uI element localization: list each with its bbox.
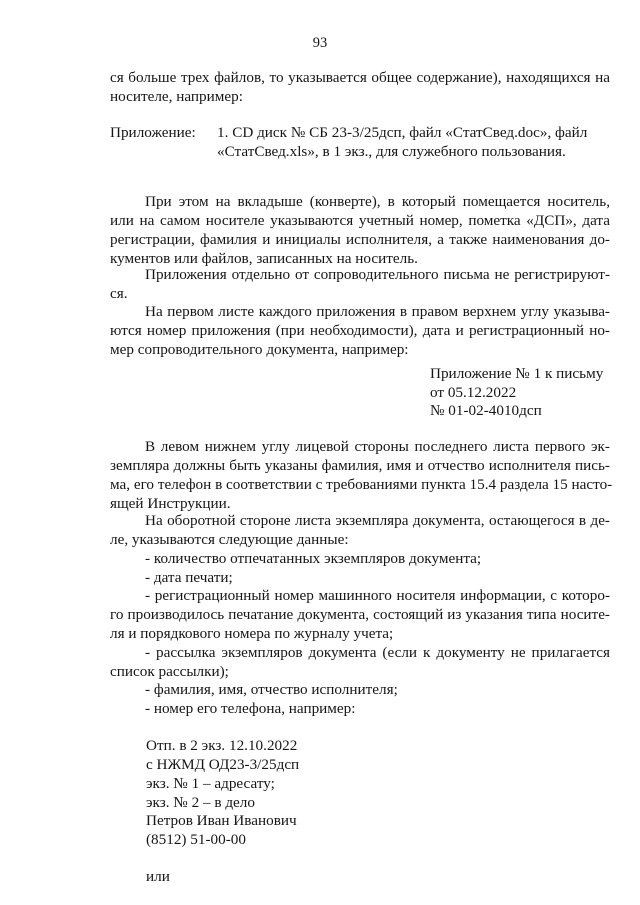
attachment-line: 1. CD диск № СБ 23-3/25дсп, файл «СтатСвед.doc», файл bbox=[217, 124, 588, 141]
paragraph-line: На первом листе каждого приложения в правом верхнем углу указыва- bbox=[145, 303, 610, 320]
paragraph-line: ящей Инструкции. bbox=[110, 495, 231, 512]
list-item: - дата печати; bbox=[145, 569, 233, 586]
paragraph-line: В левом нижнем углу лицевой стороны последнего листа первого эк- bbox=[145, 438, 610, 455]
appendix-stamp-line: Приложение № 1 к письму bbox=[430, 365, 604, 382]
paragraph-line: Приложения отдельно от сопроводительного письма не регистрируют- bbox=[145, 266, 610, 283]
paragraph-line: кументов или файлов, записанных на носитель. bbox=[110, 250, 418, 267]
attachment-line: «СтатСвед.xls», в 1 экз., для служебного пользования. bbox=[217, 143, 566, 160]
attachment-label: Приложение: bbox=[110, 124, 196, 141]
intro-line: носителе, например: bbox=[110, 88, 243, 105]
appendix-stamp-line: от 05.12.2022 bbox=[430, 384, 517, 401]
page-number: 93 bbox=[312, 35, 328, 51]
list-item: - рассылка экземпляров документа (если к документу не прилагается bbox=[145, 644, 610, 661]
print-note-line: Петров Иван Иванович bbox=[146, 812, 297, 829]
or-text: или bbox=[146, 868, 170, 885]
list-item: - регистрационный номер машинного носителя информации, с которо- bbox=[145, 587, 610, 604]
paragraph-line: регистрации, фамилия и инициалы исполнителя, а также наименования до- bbox=[110, 231, 610, 248]
paragraph-line: или на самом носителе указываются учетный номер, пометка «ДСП», дата bbox=[110, 212, 610, 229]
intro-line: ся больше трех файлов, то указывается общее содержание), находящихся на bbox=[110, 69, 610, 86]
paragraph-line: мер сопроводительного документа, например: bbox=[110, 341, 409, 358]
print-note-line: экз. № 1 – адресату; bbox=[146, 775, 275, 792]
print-note-line: с НЖМД ОД23-3/25дсп bbox=[146, 756, 300, 773]
list-item-continuation: ля и порядкового номера по журналу учета; bbox=[110, 625, 394, 642]
paragraph-line: При этом на вкладыше (конверте), в который помещается носитель, bbox=[145, 193, 610, 210]
print-note-line: Отп. в 2 экз. 12.10.2022 bbox=[146, 737, 298, 754]
paragraph-line: ются номер приложения (при необходимости), дата и регистрационный но- bbox=[110, 322, 610, 339]
paragraph-line: ма, его телефон в соответствии с требованиями пункта 15.4 раздела 15 насто- bbox=[110, 476, 613, 493]
print-note-line: экз. № 2 – в дело bbox=[146, 794, 255, 811]
list-item: - фамилия, имя, отчество исполнителя; bbox=[145, 681, 398, 698]
paragraph-line: ся. bbox=[110, 285, 128, 302]
list-item: - количество отпечатанных экземпляров документа; bbox=[145, 550, 482, 567]
paragraph-line: На оборотной стороне листа экземпляра документа, остающегося в де- bbox=[145, 512, 610, 529]
list-item-continuation: го производилось печатание документа, состоящий из указания типа носите- bbox=[110, 606, 610, 623]
list-item: - номер его телефона, например: bbox=[145, 700, 356, 717]
appendix-stamp-line: № 01-02-4010дсп bbox=[430, 402, 542, 419]
list-item-continuation: список рассылки); bbox=[110, 663, 229, 680]
paragraph-line: ле, указываются следующие данные: bbox=[110, 531, 349, 548]
print-note-line: (8512) 51-00-00 bbox=[146, 831, 246, 848]
paragraph-line: земпляра должны быть указаны фамилия, имя и отчество исполнителя пись- bbox=[110, 457, 610, 474]
